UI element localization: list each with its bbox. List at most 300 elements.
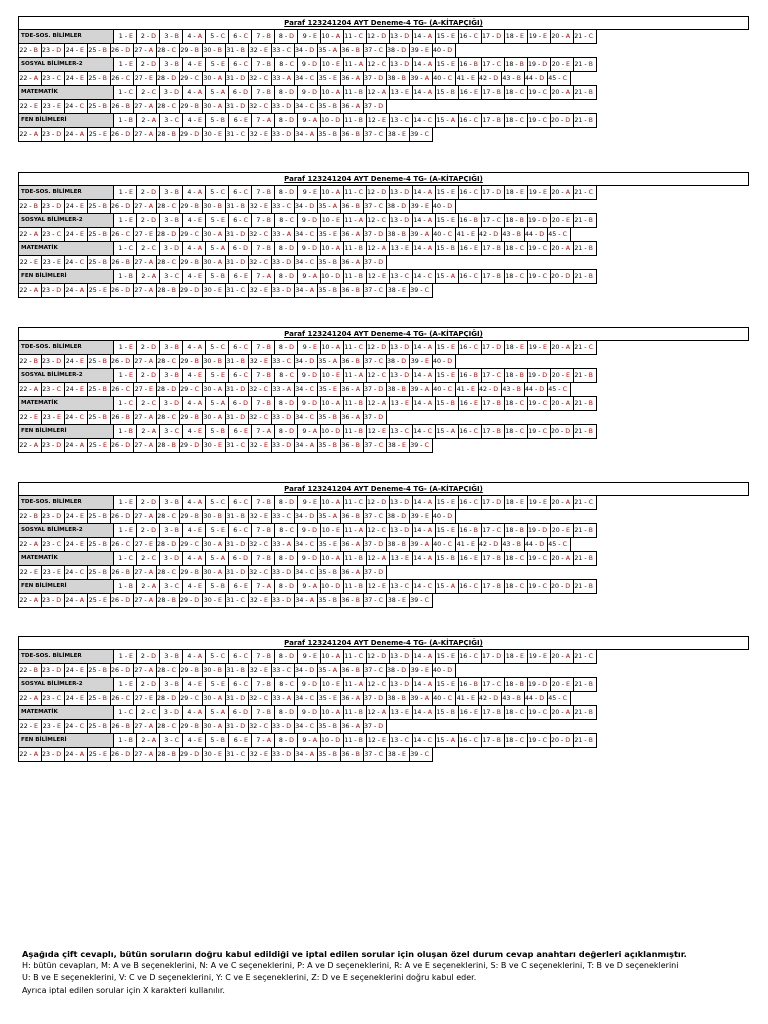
answer-letter: C xyxy=(427,273,432,280)
answer-letter: E xyxy=(405,555,409,562)
question-number: 32 - xyxy=(249,667,265,674)
question-number: 18 - xyxy=(505,372,520,379)
question-number: 29 - xyxy=(180,75,195,82)
answer-row xyxy=(18,269,749,284)
question-number: 40 - xyxy=(433,75,448,82)
answer-cell xyxy=(110,438,134,453)
answer-letter: C xyxy=(171,358,176,365)
question-number: 35 - xyxy=(318,203,333,210)
answer-letter: B xyxy=(401,231,406,238)
answer-cell xyxy=(524,382,548,397)
answer-letter: A xyxy=(217,569,222,576)
question-number: 2 - xyxy=(140,217,152,224)
question-number: 15 - xyxy=(436,273,451,280)
answer-letter: E xyxy=(382,117,386,124)
question-number: 39 - xyxy=(410,287,425,294)
answer-letter: A xyxy=(286,75,291,82)
answer-letter: C xyxy=(286,47,291,54)
answer-cell xyxy=(409,438,433,453)
answer-cell xyxy=(386,593,410,608)
answer-cell xyxy=(389,649,413,664)
question-number: 43 - xyxy=(502,75,517,82)
answer-letter: A xyxy=(148,751,153,758)
question-number: 19 - xyxy=(528,527,543,534)
question-number: 44 - xyxy=(525,386,540,393)
answer-cell xyxy=(481,85,505,100)
answer-cell xyxy=(550,396,574,411)
question-number: 27 - xyxy=(134,287,149,294)
answer-cell xyxy=(435,185,459,200)
answer-letter: E xyxy=(402,131,406,138)
question-number: 31 - xyxy=(226,131,241,138)
answer-cell xyxy=(573,57,597,72)
question-number: 34 - xyxy=(295,569,310,576)
question-number: 27 - xyxy=(134,231,150,238)
answer-cell xyxy=(113,368,137,383)
answer-letter: C xyxy=(447,75,452,82)
answer-letter: A xyxy=(309,287,314,294)
answer-letter: B xyxy=(102,667,107,674)
answer-cell xyxy=(343,396,367,411)
answer-cell xyxy=(64,438,88,453)
answer-letter: D xyxy=(496,33,502,40)
answer-letter: D xyxy=(493,75,499,82)
answer-letter: D xyxy=(151,61,156,68)
answer-letter: D xyxy=(289,499,294,506)
question-number: 27 - xyxy=(134,751,149,758)
question-number: 25 - xyxy=(88,723,103,730)
answer-letter: E xyxy=(198,737,202,744)
answer-letter: C xyxy=(309,414,314,421)
answer-cell xyxy=(64,565,88,580)
question-number: 8 - xyxy=(278,428,290,435)
answer-cell xyxy=(389,495,413,510)
answer-letter: E xyxy=(382,273,386,280)
answer-cell xyxy=(432,663,456,678)
answer-letter: E xyxy=(80,358,84,365)
answer-cell xyxy=(228,368,252,383)
question-number: 22 - xyxy=(19,386,34,393)
question-number: 22 - xyxy=(19,259,35,266)
answer-letter: D xyxy=(447,203,453,210)
answer-row xyxy=(18,677,749,692)
answer-letter: E xyxy=(336,681,340,688)
question-number: 24 - xyxy=(65,103,80,110)
answer-cell xyxy=(294,663,318,678)
question-number: 39 - xyxy=(410,513,426,520)
answer-letter: B xyxy=(332,569,337,576)
answer-cell xyxy=(504,677,528,692)
answer-cell xyxy=(550,213,574,228)
answer-cell xyxy=(225,99,249,114)
question-number: 28 - xyxy=(157,513,172,520)
question-number: 28 - xyxy=(157,47,172,54)
answer-cell xyxy=(294,438,318,453)
answer-row xyxy=(18,663,749,678)
question-number: 32 - xyxy=(249,75,264,82)
question-number: 15 - xyxy=(436,189,452,196)
question-number: 5 - xyxy=(210,89,221,96)
answer-cell xyxy=(366,113,390,128)
section-label: TDE-SOS. BİLİMLER xyxy=(18,495,114,510)
answer-cell xyxy=(458,733,482,748)
answer-letter: C xyxy=(128,89,133,96)
answer-letter: D xyxy=(447,47,453,54)
question-number: 21 - xyxy=(574,681,589,688)
answer-cell xyxy=(113,241,137,256)
answer-cell xyxy=(156,382,180,397)
question-number: 12 - xyxy=(367,737,383,744)
answer-letter: C xyxy=(378,667,383,674)
question-number: 16 - xyxy=(459,344,474,351)
answer-cell xyxy=(18,127,42,142)
question-number: 40 - xyxy=(433,386,448,393)
answer-letter: E xyxy=(198,217,202,224)
answer-letter: D xyxy=(539,75,545,82)
answer-cell xyxy=(297,241,321,256)
question-number: 35 - xyxy=(318,442,333,449)
answer-cell xyxy=(458,185,482,200)
question-number: 30 - xyxy=(203,414,218,421)
answer-letter: A xyxy=(358,372,363,379)
answer-cell xyxy=(504,340,528,355)
answer-letter: D xyxy=(401,667,407,674)
answer-cell xyxy=(343,733,367,748)
question-number: 11 - xyxy=(344,499,359,506)
question-number: 21 - xyxy=(574,583,589,590)
question-number: 3 - xyxy=(164,344,175,351)
answer-cell xyxy=(159,85,183,100)
question-number: 20 - xyxy=(551,737,566,744)
question-number: 26 - xyxy=(111,723,126,730)
question-number: 21 - xyxy=(574,89,589,96)
question-number: 12 - xyxy=(367,89,382,96)
answer-letter: D xyxy=(309,513,315,520)
question-number: 11 - xyxy=(344,189,359,196)
answer-cell xyxy=(225,127,249,142)
answer-letter: C xyxy=(243,527,248,534)
answer-letter: D xyxy=(151,499,156,506)
answer-letter: D xyxy=(151,653,156,660)
answer-cell xyxy=(248,43,272,58)
answer-cell xyxy=(366,185,390,200)
answer-letter: C xyxy=(243,61,248,68)
question-number: 28 - xyxy=(157,442,172,449)
answer-letter: C xyxy=(289,372,294,379)
answer-cell xyxy=(228,213,252,228)
answer-cell xyxy=(182,424,206,439)
question-number: 8 - xyxy=(279,681,290,688)
answer-cell xyxy=(248,691,272,706)
answer-letter: A xyxy=(197,33,202,40)
question-number: 23 - xyxy=(42,569,58,576)
question-number: 38 - xyxy=(387,442,403,449)
question-number: 29 - xyxy=(180,103,195,110)
answer-letter: C xyxy=(358,344,363,351)
answer-cell xyxy=(481,241,505,256)
answer-cell xyxy=(182,85,206,100)
question-number: 31 - xyxy=(226,667,241,674)
answer-cell xyxy=(340,283,364,298)
answer-cell xyxy=(182,495,206,510)
answer-cell xyxy=(550,29,574,44)
answer-cell xyxy=(527,495,551,510)
answer-letter: B xyxy=(332,103,337,110)
question-number: 32 - xyxy=(249,414,264,421)
answer-letter: A xyxy=(427,709,432,716)
answer-cell xyxy=(501,537,525,552)
question-number: 38 - xyxy=(387,358,402,365)
question-number: 38 - xyxy=(387,513,402,520)
answer-cell xyxy=(412,523,436,538)
answer-cell xyxy=(573,29,597,44)
answer-letter: C xyxy=(171,103,176,110)
question-number: 6 - xyxy=(233,189,244,196)
answer-cell xyxy=(251,495,275,510)
question-number: 13 - xyxy=(390,428,405,435)
answer-row xyxy=(18,241,749,256)
answer-row xyxy=(18,551,749,566)
question-number: 16 - xyxy=(459,400,475,407)
answer-cell xyxy=(317,71,341,86)
answer-cell xyxy=(550,649,574,664)
answer-letter: A xyxy=(217,723,222,730)
question-number: 24 - xyxy=(65,667,81,674)
question-number: 30 - xyxy=(203,386,218,393)
answer-letter: A xyxy=(427,527,432,534)
answer-cell xyxy=(527,705,551,720)
answer-cell xyxy=(156,354,180,369)
answer-letter: A xyxy=(427,344,432,351)
answer-cell xyxy=(179,663,203,678)
answer-letter: B xyxy=(496,245,501,252)
question-number: 33 - xyxy=(272,231,287,238)
answer-letter: A xyxy=(358,527,363,534)
answer-cell xyxy=(573,649,597,664)
question-number: 21 - xyxy=(574,709,589,716)
answer-cell xyxy=(386,509,410,524)
question-number: 22 - xyxy=(19,47,34,54)
question-number: 12 - xyxy=(367,217,382,224)
answer-letter: C xyxy=(519,428,524,435)
question-number: 17 - xyxy=(482,189,497,196)
answer-letter: C xyxy=(128,245,133,252)
answer-cell xyxy=(179,537,203,552)
answer-cell xyxy=(550,733,574,748)
answer-letter: A xyxy=(220,709,225,716)
question-number: 6 - xyxy=(233,499,244,506)
question-number: 24 - xyxy=(65,569,80,576)
question-number: 1 - xyxy=(118,583,129,590)
question-number: 30 - xyxy=(203,442,219,449)
question-number: 3 - xyxy=(163,89,175,96)
answer-letter: B xyxy=(496,428,501,435)
question-number: 29 - xyxy=(180,569,195,576)
question-number: 37 - xyxy=(364,513,379,520)
question-number: 42 - xyxy=(479,75,494,82)
answer-letter: B xyxy=(355,667,360,674)
answer-cell xyxy=(182,523,206,538)
question-number: 30 - xyxy=(203,723,218,730)
question-number: 7 - xyxy=(256,117,267,124)
answer-letter: C xyxy=(427,583,432,590)
question-number: 24 - xyxy=(65,597,80,604)
answer-cell xyxy=(294,747,318,762)
answer-cell xyxy=(366,705,390,720)
question-number: 10 - xyxy=(321,117,336,124)
question-number: 33 - xyxy=(272,569,287,576)
answer-cell xyxy=(271,509,295,524)
question-number: 15 - xyxy=(436,400,451,407)
answer-cell xyxy=(182,579,206,594)
question-number: 45 - xyxy=(548,541,563,548)
question-number: 32 - xyxy=(249,131,265,138)
question-number: 16 - xyxy=(459,681,474,688)
answer-letter: B xyxy=(266,372,271,379)
answer-letter: D xyxy=(151,372,156,379)
question-number: 11 - xyxy=(344,217,359,224)
question-number: 12 - xyxy=(367,61,382,68)
question-number: 2 - xyxy=(140,372,152,379)
question-number: 9 - xyxy=(301,372,313,379)
answer-cell xyxy=(504,495,528,510)
answer-letter: A xyxy=(565,653,570,660)
answer-letter: D xyxy=(335,583,341,590)
answer-letter: A xyxy=(217,386,222,393)
answer-cell xyxy=(366,424,390,439)
answer-letter: B xyxy=(33,667,38,674)
answer-letter: B xyxy=(358,709,363,716)
question-number: 19 - xyxy=(528,33,544,40)
question-number: 24 - xyxy=(65,513,81,520)
answer-cell xyxy=(136,523,160,538)
answer-cell xyxy=(573,113,597,128)
answer-letter: C xyxy=(125,75,130,82)
answer-cell xyxy=(156,747,180,762)
answer-letter: A xyxy=(309,751,314,758)
question-number: 4 - xyxy=(187,273,199,280)
answer-cell xyxy=(41,509,65,524)
question-number: 38 - xyxy=(387,75,402,82)
answer-letter: D xyxy=(289,33,294,40)
question-number: 15 - xyxy=(436,709,451,716)
answer-letter: A xyxy=(286,695,291,702)
note-line-3: Ayrıca iptal edilen sorular için X karakteri kullanılır. xyxy=(22,985,225,995)
answer-cell xyxy=(156,199,180,214)
question-number: 5 - xyxy=(210,400,221,407)
answer-cell xyxy=(228,495,252,510)
question-number: 11 - xyxy=(344,89,359,96)
answer-letter: A xyxy=(312,737,317,744)
answer-cell xyxy=(366,649,390,664)
question-number: 34 - xyxy=(295,723,310,730)
answer-letter: C xyxy=(542,428,547,435)
answer-letter: D xyxy=(335,737,341,744)
question-number: 36 - xyxy=(341,414,356,421)
answer-cell xyxy=(504,396,528,411)
answer-row xyxy=(18,213,749,228)
question-number: 15 - xyxy=(436,583,451,590)
question-number: 23 - xyxy=(42,75,57,82)
question-number: 19 - xyxy=(528,217,543,224)
answer-letter: A xyxy=(381,709,386,716)
question-number: 10 - xyxy=(321,217,337,224)
question-number: 24 - xyxy=(65,695,81,702)
answer-cell xyxy=(363,719,387,734)
question-number: 24 - xyxy=(65,287,80,294)
answer-letter: E xyxy=(103,442,107,449)
answer-cell xyxy=(274,113,298,128)
question-number: 22 - xyxy=(19,513,34,520)
answer-letter: B xyxy=(194,414,199,421)
answer-cell xyxy=(159,495,183,510)
answer-letter: D xyxy=(286,442,292,449)
question-number: 22 - xyxy=(19,358,34,365)
answer-cell xyxy=(202,509,226,524)
question-number: 8 - xyxy=(279,372,290,379)
answer-letter: E xyxy=(313,653,317,660)
answer-letter: B xyxy=(473,217,478,224)
answer-letter: A xyxy=(335,709,340,716)
question-number: 19 - xyxy=(528,61,543,68)
question-number: 29 - xyxy=(180,231,195,238)
answer-cell xyxy=(455,537,479,552)
answer-cell xyxy=(205,677,229,692)
question-number: 18 - xyxy=(505,33,521,40)
answer-letter: B xyxy=(588,583,593,590)
answer-cell xyxy=(412,57,436,72)
question-number: 22 - xyxy=(19,414,35,421)
answer-cell xyxy=(87,719,111,734)
answer-letter: E xyxy=(451,527,455,534)
answer-cell xyxy=(320,241,344,256)
question-number: 2 - xyxy=(140,681,152,688)
answer-letter: A xyxy=(220,245,225,252)
answer-letter: B xyxy=(355,358,360,365)
answer-cell xyxy=(504,29,528,44)
question-number: 18 - xyxy=(505,709,520,716)
answer-letter: A xyxy=(335,189,340,196)
answer-letter: A xyxy=(33,287,38,294)
answer-cell xyxy=(366,29,390,44)
answer-row xyxy=(18,185,749,200)
answer-letter: A xyxy=(33,231,38,238)
answer-cell xyxy=(87,43,111,58)
question-number: 7 - xyxy=(256,653,267,660)
answer-letter: D xyxy=(312,217,317,224)
answer-letter: C xyxy=(447,541,452,548)
answer-letter: A xyxy=(358,681,363,688)
section-label: MATEMATİK xyxy=(18,551,114,566)
answer-letter: C xyxy=(404,737,409,744)
answer-letter: C xyxy=(519,583,524,590)
answer-key-block xyxy=(18,172,749,298)
answer-cell xyxy=(527,340,551,355)
question-number: 6 - xyxy=(233,428,245,435)
answer-letter: C xyxy=(358,499,363,506)
answer-cell xyxy=(340,565,364,580)
answer-cell xyxy=(340,255,364,270)
answer-cell xyxy=(18,410,42,425)
answer-letter: E xyxy=(34,723,38,730)
answer-letter: E xyxy=(471,231,475,238)
answer-cell xyxy=(481,213,505,228)
answer-letter: D xyxy=(240,414,246,421)
answer-letter: C xyxy=(427,117,432,124)
question-number: 6 - xyxy=(233,33,244,40)
answer-cell xyxy=(274,424,298,439)
question-number: 20 - xyxy=(551,89,566,96)
